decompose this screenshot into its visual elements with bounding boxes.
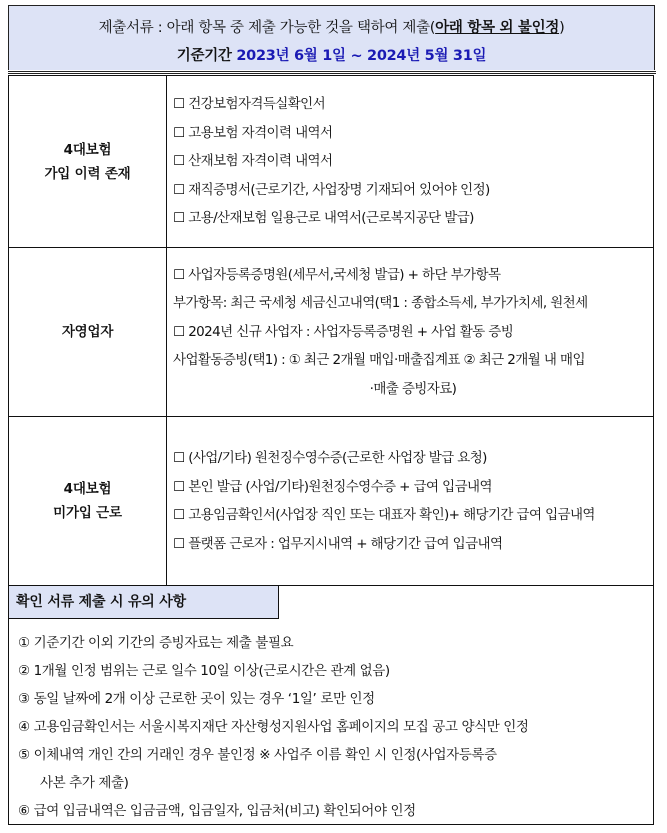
document-checkbox-item[interactable]: ☐ 고용보험 자격이력 내역서 xyxy=(173,124,333,141)
document-checkbox-item[interactable]: ☐ (사업/기타) 원천징수영수증(근로한 사업장 발급 요청) xyxy=(173,450,487,466)
note-item: ② 1개월 인정 범위는 근로 일수 10일 이상(근로시간은 관계 없음) xyxy=(18,663,390,679)
document-checkbox-item[interactable]: ☐ 재직증명서(근로기간, 사업장명 기재되어 있어야 인정) xyxy=(173,181,490,198)
period-value: 2023년 6월 1일 ~ 2024년 5월 31일 xyxy=(236,48,487,64)
document-checkbox-item[interactable]: ☐ 고용/산재보험 일용근로 내역서(근로복지공단 발급) xyxy=(173,210,474,227)
submission-header xyxy=(8,5,655,70)
row-label xyxy=(9,417,167,585)
submission-notes xyxy=(9,586,653,824)
note-item: ⑤ 이체내역 개인 간의 거래인 경우 불인정 ※ 사업주 이름 확인 시 인정(사업자등록증 xyxy=(18,747,497,763)
business-proof-note: 사업활동증빙(택1) : ① 최근 2개월 매입·매출집계표 ② 최근 2개월 내 매입 xyxy=(173,352,585,369)
note-item: ① 기준기간 이외 기간의 증빙자료는 제출 불필요 xyxy=(18,635,294,651)
note-item: ⑥ 급여 입금내역은 입금금액, 입금일자, 입금처(비고) 확인되어야 인정 xyxy=(18,803,416,819)
table-row-self-employed xyxy=(9,248,653,417)
document-checkbox-item[interactable]: ☐ 플랫폼 근로자 : 업무지시내역 + 해당기간 급여 입금내역 xyxy=(173,535,503,552)
note-item: ④ 고용임금확인서는 서울시복지재단 자산형성지원사업 홈페이지의 모집 공고 양식만 인정 xyxy=(18,719,529,735)
business-proof-note-continued: ·매출 증빙자료) xyxy=(369,380,457,397)
period-label: 기준기간 xyxy=(176,48,232,64)
document-checkbox-item[interactable]: ☐ 산재보험 자격이력 내역서 xyxy=(173,153,333,170)
additional-item-note: 부가항목: 최근 국세청 세금신고내역(택1 : 종합소득세, 부가가치세, 원천세 xyxy=(173,295,588,312)
instruction-text: 제출서류 : 아래 항목 중 제출 가능한 것을 택하여 제출( xyxy=(98,20,436,36)
row-documents xyxy=(167,248,653,416)
row-label-line: 4대보험 xyxy=(63,141,112,158)
row-label-line: 자영업자 xyxy=(61,324,114,340)
documents-table xyxy=(8,75,654,825)
row-label-line: 4대보험 xyxy=(63,481,112,497)
row-label-line: 가입 이력 존재 xyxy=(44,165,131,182)
document-checkbox-item[interactable]: ☐ 2024년 신규 사업자 : 사업자등록증명원 + 사업 활동 증빙 xyxy=(173,323,514,340)
note-item: ③ 동일 날짜에 2개 이상 근로한 곳이 있는 경우 ‘1일’ 로만 인정 xyxy=(18,691,375,707)
notes-title: 확인 서류 제출 시 유의 사항 xyxy=(9,586,279,619)
notes-list xyxy=(18,629,653,825)
reference-period xyxy=(9,44,654,65)
table-row-uninsured-work xyxy=(9,417,653,586)
document-checkbox-item[interactable]: ☐ 본인 발급 (사업/기타)원천징수영수증 + 급여 입금내역 xyxy=(173,478,492,495)
row-documents xyxy=(167,417,653,585)
note-item-continued: 사본 추가 제출) xyxy=(40,775,129,791)
document-checkbox-item[interactable]: ☐ 고용임금확인서(사업장 직인 또는 대표자 확인)+ 해당기간 급여 입금내역 xyxy=(173,507,595,523)
table-row-insured-history xyxy=(9,76,653,248)
row-label xyxy=(9,248,167,416)
row-label-line: 미가입 근로 xyxy=(53,505,122,521)
submission-instruction xyxy=(9,16,654,37)
instruction-suffix: ) xyxy=(559,20,565,36)
row-documents xyxy=(167,76,653,247)
document-checkbox-item[interactable]: ☐ 건강보험자격득실확인서 xyxy=(173,96,326,113)
instruction-emphasis: 아래 항목 외 불인정 xyxy=(435,20,560,36)
document-checkbox-item[interactable]: ☐ 사업자등록증명원(세무서,국세청 발급) + 하단 부가항목 xyxy=(173,266,501,283)
row-label xyxy=(9,76,167,247)
